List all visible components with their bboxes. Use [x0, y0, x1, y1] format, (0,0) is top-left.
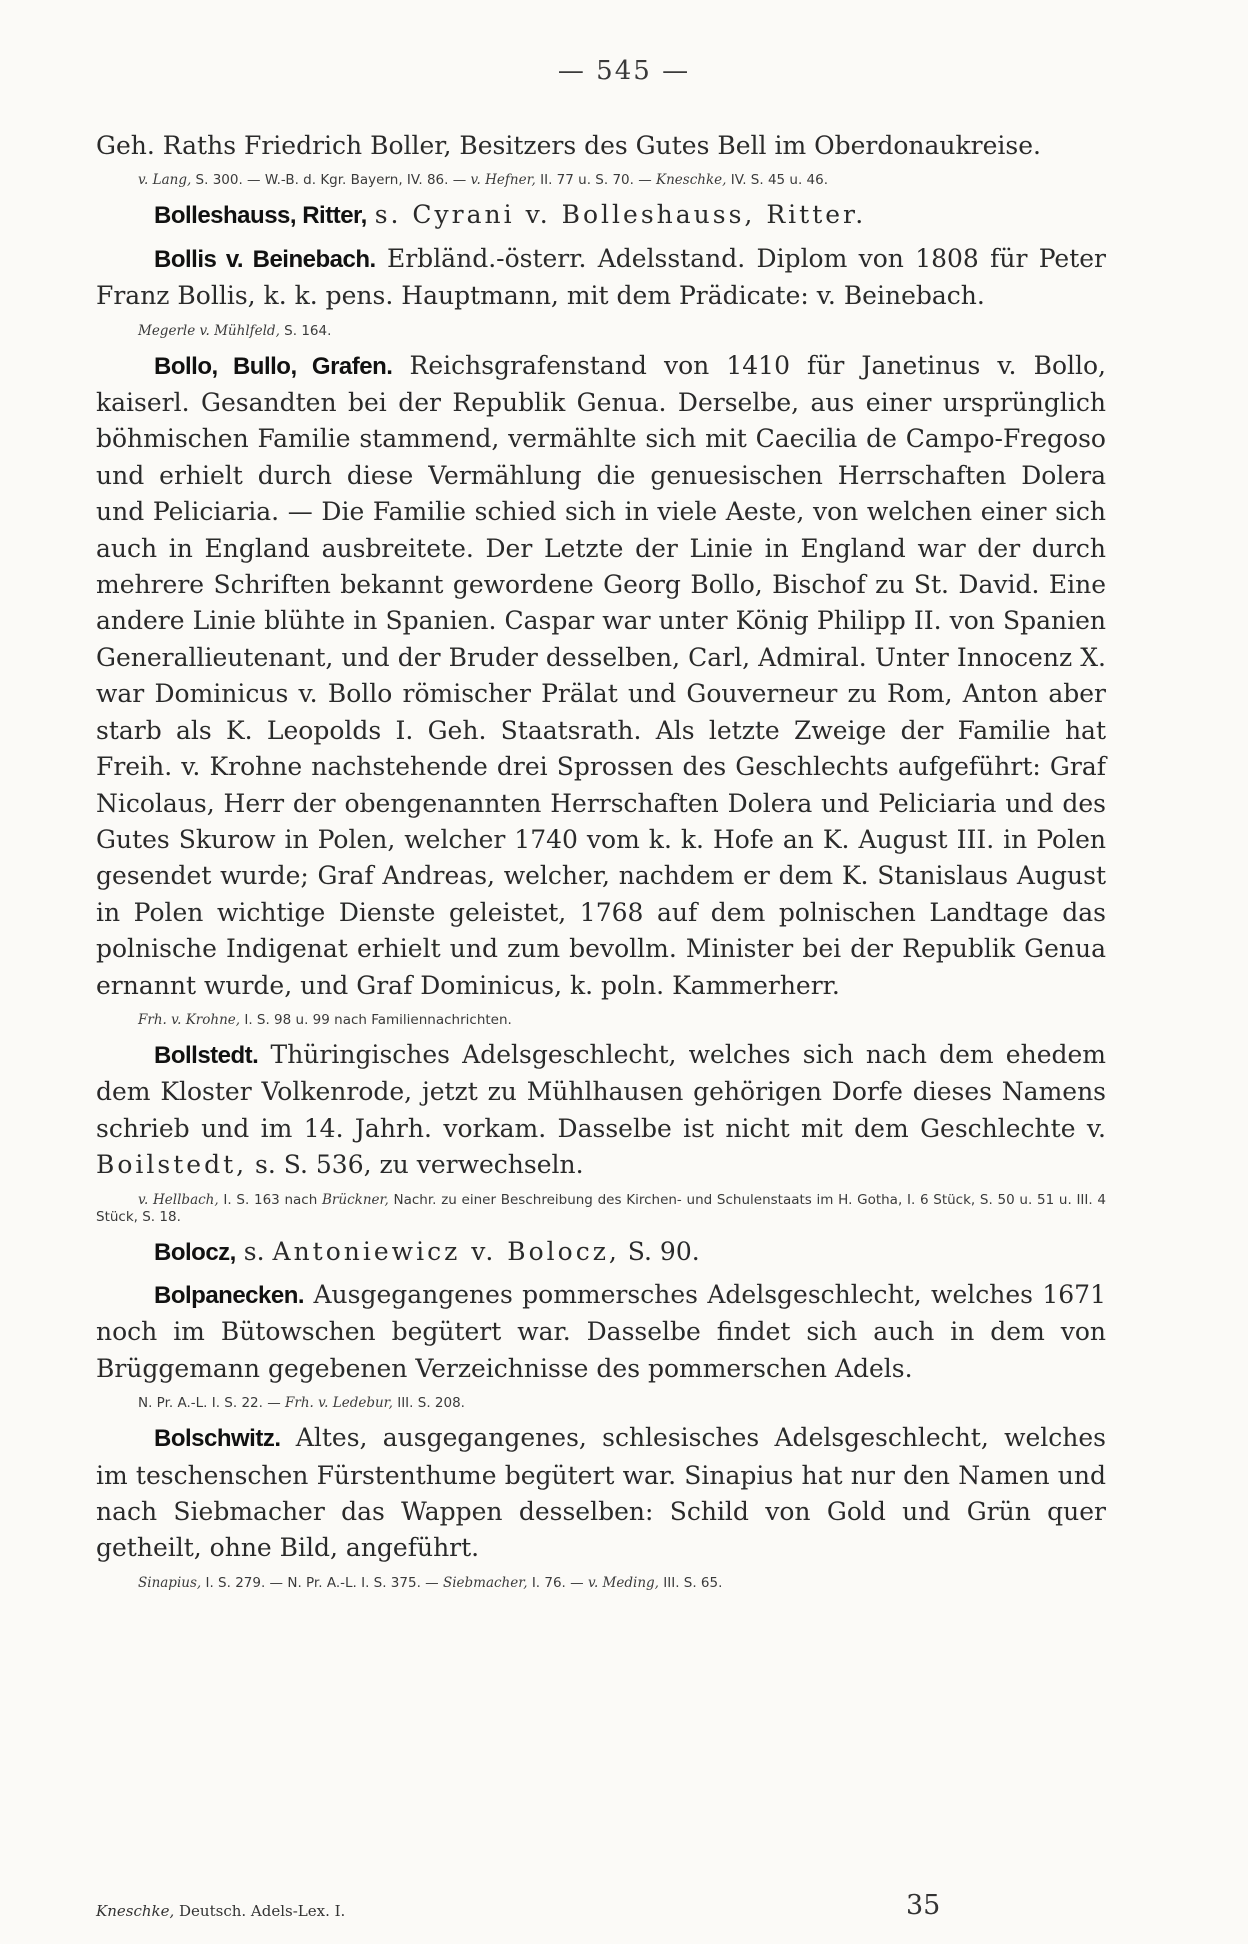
- entry-head: Bolschwitz.: [154, 1425, 281, 1453]
- entry-bollo: Bollo, Bullo, Grafen. Reichsgrafenstand von 1410 für Janetinus v. Bollo, kaiserl. Gesandten bei der Republik Genua. Derselbe, aus einer ursprünglich böhmischen Familie stammend, vermählte sich mit Caecilia de Campo-Fregoso und erhielt durch diese Vermählung die genuesischen Herrschaften Dolera und Peliciaria. — Die Familie schied sich in viele Aeste, von welchen einer sich auch in England ausbreitete. Der Letzte der Linie in England war der durch mehrere Schriften bekannt gewordene Georg Bollo, Bischof zu St. David. Eine andere Linie blühte in Spanien. Caspar war unter König Philipp II. von Spanien Generallieutenant, und der Bruder desselben, Carl, Admiral. Unter Innocenz X. war Dominicus v. Bollo römischer Prälat und Gouverneur zu Rom, Anton aber starb als K. Leopolds I. Geh. Staatsrath. Als letzte Zweige der Familie hat Freih. v. Krohne nachstehende drei Sprossen des Geschlechts aufgeführt: Graf Nicolaus, Herr der obengenannten Herrschaften Dolera und Peliciaria und des Gutes Skurow in Polen, welcher 1740 vom k. k. Hofe an K. August III. in Polen gesendet wurde; Graf Andreas, welcher, nachdem er dem K. Stanislaus August in Polen wichtige Dienste geleistet, 1768 auf dem polnischen Landtage das polnische Indigenat erhielt und zum bevollm. Minister bei der Republik Genua ernannt wurde, und Graf Dominicus, k. poln. Kammerherr.: [96, 350, 1106, 1000]
- entry-head: Bollo, Bullo, Grafen.: [154, 352, 393, 380]
- entry-bolleshauss: Bolleshauss, Ritter, s. Cyrani v. Bolleshauss, Ritter.: [154, 200, 867, 230]
- entry-head: Bolleshauss, Ritter,: [154, 202, 367, 230]
- entry-bollis: Bollis v. Beinebach. Erbländ.-österr. Adelsstand. Diplom von 1808 für Peter Franz Bollis, k. k. pens. Hauptmann, mit dem Prädicate: v. Beinebach.: [96, 243, 1107, 311]
- page-number: — 545 —: [557, 56, 691, 86]
- entry-bollstedt: Bollstedt. Thüringisches Adelsgeschlecht, welches sich nach dem ehedem dem Kloster Volkenrode, jetzt zu Mühlhausen gehörigen Dorfe dieses Namens schrieb und im 14. Jahrh. vorkam. Dasselbe ist nicht mit dem Geschlechte v. Boilstedt, s. S. 536, zu verwechseln.: [96, 1039, 1107, 1180]
- entry-bolocz: Bolocz, s. Antoniewicz v. Bolocz, S. 90.: [154, 1236, 700, 1266]
- footer-author: Kneschke,: [96, 1902, 175, 1920]
- reference-line: N. Pr. A.-L. I. S. 22. — Frh. v. Ledebur, III. S. 208.: [138, 1395, 465, 1412]
- page-content: [96, 128, 1106, 1600]
- reference-line: Megerle v. Mühlfeld, S. 164.: [138, 322, 332, 339]
- page-footer: [96, 1890, 1106, 1921]
- reference-line: Frh. v. Krohne, I. S. 98 u. 99 nach Familiennachrichten.: [138, 1011, 512, 1028]
- entry-head: Bolocz,: [154, 1238, 236, 1266]
- reference-line: v. Hellbach, I. S. 163 nach Brückner, Nachr. zu einer Beschreibung des Kirchen- und Schulenstaats im H. Gotha, I. 6 Stück, S. 50 u. 51 u. III. 4 Stück, S. 18.: [96, 1191, 1106, 1225]
- reference-line: Sinapius, I. S. 279. — N. Pr. A.-L. I. S. 375. — Siebmacher, I. 76. — v. Meding, III. S. 65.: [138, 1574, 723, 1591]
- entry-head: Bolpanecken.: [154, 1281, 305, 1309]
- reference-line: v. Lang, S. 300. — W.-B. d. Kgr. Bayern, IV. 86. — v. Hefner, II. 77 u. S. 70. — Kneschke, IV. S. 45 u. 46.: [138, 172, 829, 189]
- footer-title: Deutsch. Adels-Lex. I.: [179, 1902, 346, 1920]
- continued-paragraph: Geh. Raths Friedrich Boller, Besitzers des Gutes Bell im Oberdonaukreise.: [96, 131, 1041, 160]
- entry-head: Bollis v. Beinebach.: [154, 245, 376, 273]
- entry-bolpanecken: Bolpanecken. Ausgegangenes pommersches Adelsgeschlecht, welches 1671 noch im Bütowschen begütert war. Dasselbe findet sich auch in dem von Brüggemann gegebenen Verzeichnisse des pommerschen Adels.: [96, 1279, 1106, 1383]
- entry-head: Bollstedt.: [154, 1041, 259, 1069]
- signature-mark: 35: [906, 1890, 941, 1921]
- entry-bolschwitz: Bolschwitz. Altes, ausgegangenes, schlesisches Adelsgeschlecht, welches im teschenschen Fürstenthume begütert war. Sinapius hat nur den Namen und nach Siebmacher das Wappen desselben: Schild von Gold und Grün quer getheilt, ohne Bild, angeführt.: [96, 1423, 1106, 1563]
